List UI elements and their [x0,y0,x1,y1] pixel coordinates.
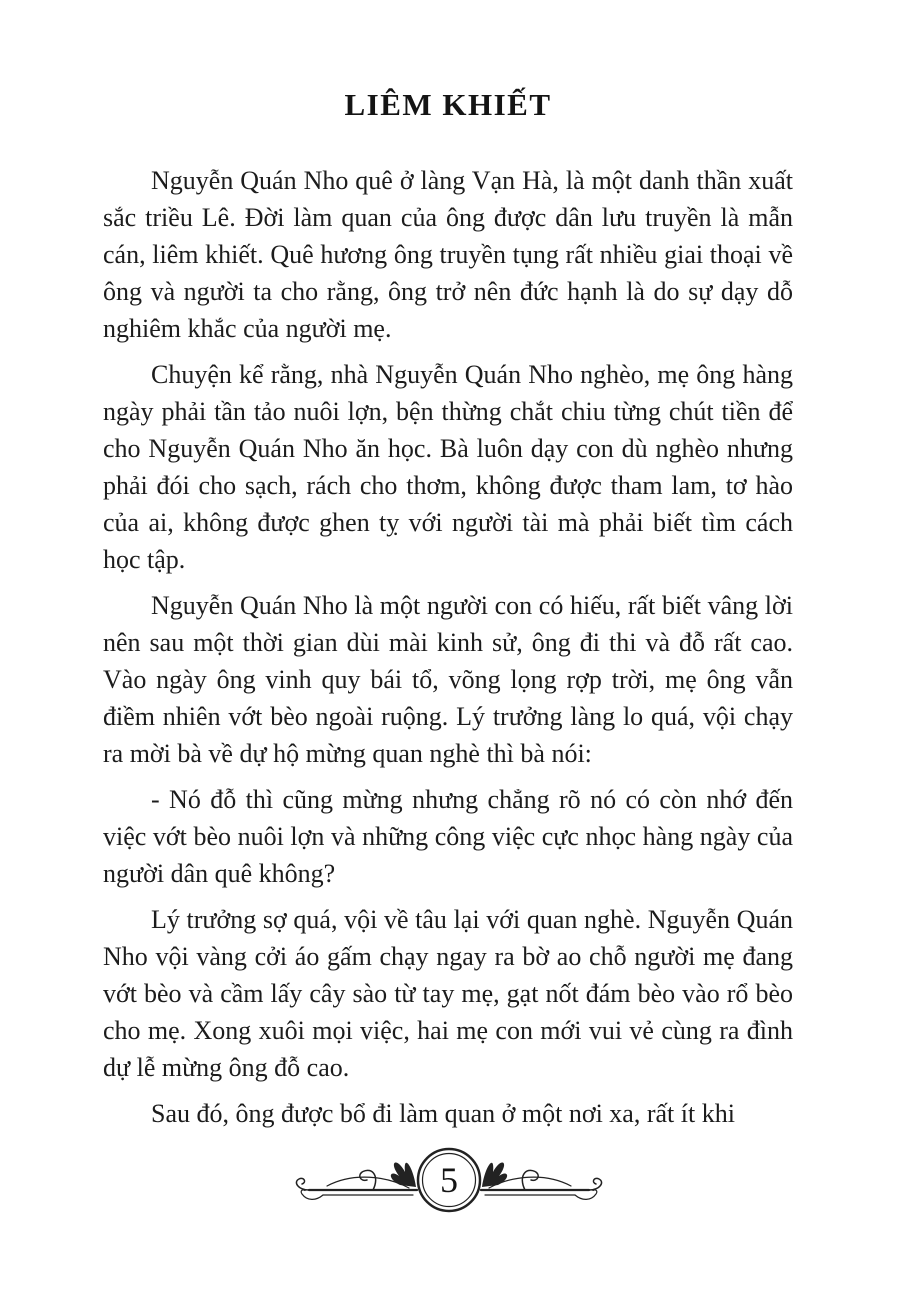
body-paragraph-6: Sau đó, ông được bổ đi làm quan ở một nơi xa, rất ít khi [151,1099,735,1129]
story-body [103,162,793,1132]
flourish-left-icon [296,1163,417,1200]
body-paragraph-2: Chuyện kể rằng, nhà Nguyễn Quán Nho nghèo, mẹ ông hàng ngày phải tần tảo nuôi lợn, bện thừng chắt chiu từng chút tiền để cho Nguyễn Quán Nho ăn học. Bà luôn dạy con dù nghèo nhưng phải đói cho sạch, rách cho thơm, không được tham lam, tơ hào của ai, không được ghen tỵ với người tài mà phải biết tìm cách học tập. [103,360,793,575]
body-paragraph-1: Nguyễn Quán Nho quê ở làng Vạn Hà, là một danh thần xuất sắc triều Lê. Đời làm quan của ông được dân lưu truyền là mẫn cán, liêm khiết. Quê hương ông truyền tụng rất nhiều giai thoại về ông và người ta cho rằng, ông trở nên đức hạnh là do sự dạy dỗ nghiêm khắc của người mẹ. [103,166,793,344]
body-paragraph-4: - Nó đỗ thì cũng mừng nhưng chẳng rõ nó có còn nhớ đến việc vớt bèo nuôi lợn và những công việc cực nhọc hàng ngày của người dân quê không? [103,785,793,889]
page-footer-ornament [284,1128,614,1232]
flourish-right-icon [481,1163,602,1200]
body-paragraph-5: Lý trưởng sợ quá, vội về tâu lại với quan nghè. Nguyễn Quán Nho vội vàng cởi áo gấm chạy ngay ra bờ ao chỗ người mẹ đang vớt bèo và cầm lấy cây sào từ tay mẹ, gạt nốt đám bèo vào rổ bèo cho mẹ. Xong xuôi mọi việc, hai mẹ con mới vui vẻ cùng ra đình dự lễ mừng ông đỗ cao. [103,905,793,1083]
flourish-divider-icon [284,1128,614,1232]
page-title: LIÊM KHIẾT [344,87,552,122]
page-number-badge [418,1149,480,1211]
body-paragraph-3: Nguyễn Quán Nho là một người con có hiếu, rất biết vâng lời nên sau một thời gian dùi mài kinh sử, ông đi thi và đỗ rất cao. Vào ngày ông vinh quy bái tổ, võng lọng rợp trời, mẹ ông vẫn điềm nhiên vớt bèo ngoài ruộng. Lý trưởng làng lo quá, vội chạy ra mời bà về dự hộ mừng quan nghè thì bà nói: [103,591,793,769]
page-number: 5 [439,1160,458,1200]
